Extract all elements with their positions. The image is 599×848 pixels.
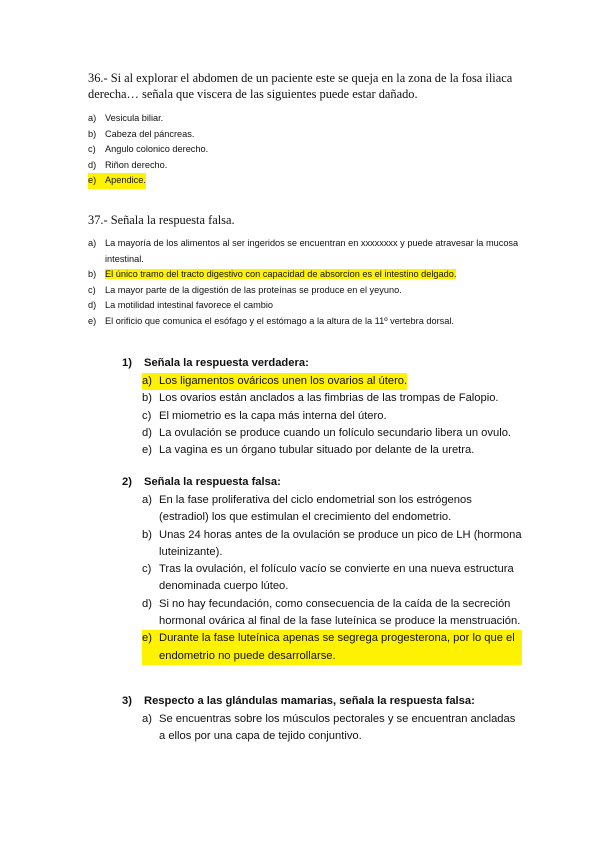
- option-37-b-highlighted: b) El único tramo del tracto digestivo con capacidad de absorcion es el intestino delgado.: [88, 269, 457, 280]
- option-37-c: c) La mayor parte de la digestión de las proteínas se produce en el yeyuno.: [88, 284, 402, 295]
- option-1-c: c) El miometrio es la capa más interna del útero.: [142, 409, 387, 422]
- numbered-question-1-heading: 1) Señala la respuesta verdadera:: [122, 357, 309, 369]
- question-37: [88, 212, 528, 330]
- option-1-a-highlighted: a) Los ligamentos ováricos unen los ovarios al útero.: [142, 373, 522, 390]
- question-36-options: [88, 111, 528, 189]
- option-36-a: a) Vesicula biliar.: [88, 113, 164, 123]
- option-2-e-highlighted: e) Durante la fase luteínica apenas se segrega progesterona, por lo que el endometrio no puede desarrollarse.: [142, 630, 522, 665]
- option-3-a: a) Se encuentras sobre los músculos pectorales y se encuentran ancladas a ellos por una capa de tejido conjuntivo.: [142, 713, 516, 743]
- option-36-e-highlighted: e) Apendice.: [88, 173, 528, 189]
- option-2-a: a) En la fase proliferativa del ciclo endometrial son los estrógenos (estradiol) los que estimulan el crecimiento del endometrio.: [142, 494, 472, 524]
- option-1-e: e) La vagina es un órgano tubular situado por delante de la uretra.: [142, 444, 475, 457]
- question-37-options: [88, 236, 528, 330]
- option-37-e: e) El orificio que comunica el esófago y el estómago a la altura de la 11º vertebra dorsal.: [88, 315, 454, 326]
- option-36-d: d) Riñon derecho.: [88, 159, 168, 170]
- question-36-heading: 36.- Si al explorar el abdomen de un paciente este se queja en la zona de la fosa iliaca derecha… señala que viscera de las siguientes puede estar dañado.: [88, 71, 513, 101]
- option-2-c: c) Tras la ovulación, el folículo vacío se convierte en una nueva estructura denominada cuerpo lúteo.: [142, 563, 514, 593]
- option-36-b: b) Cabeza del páncreas.: [88, 128, 195, 139]
- option-2-d: d) Si no hay fecundación, como consecuencia de la caída de la secreción hormonal ovárica al final de la fase luteínica se produce la menstruación.: [142, 597, 521, 628]
- numbered-question-3-options: [142, 711, 522, 746]
- numbered-question-2: [122, 474, 522, 665]
- numbered-question-2-heading: 2) Señala la respuesta falsa:: [122, 476, 281, 488]
- question-36: [88, 70, 528, 189]
- option-37-a: a) La mayoría de los alimentos al ser ingeridos se encuentran en xxxxxxxx y puede atravesar la mucosa intestinal.: [88, 238, 519, 264]
- option-1-d: d) La ovulación se produce cuando un folículo secundario libera un ovulo.: [142, 426, 512, 439]
- numbered-question-1-options: [142, 373, 522, 459]
- option-2-b: b) Unas 24 horas antes de la ovulación se produce un pico de LH (hormona luteinizante).: [142, 528, 522, 558]
- numbered-question-3-heading: 3) Respecto a las glándulas mamarias, señala la respuesta falsa:: [122, 695, 475, 707]
- option-37-d: d) La motilidad intestinal favorece el cambio: [88, 300, 274, 311]
- option-36-c: c) Angulo colonico derecho.: [88, 144, 209, 154]
- option-1-b: b) Los ovarios están anclados a las fimbrias de las trompas de Falopio.: [142, 392, 499, 405]
- numbered-question-1: [122, 355, 522, 459]
- numbered-question-2-options: [142, 492, 522, 665]
- question-37-heading: 37.- Señala la respuesta falsa.: [88, 213, 235, 227]
- numbered-question-3: [122, 693, 522, 746]
